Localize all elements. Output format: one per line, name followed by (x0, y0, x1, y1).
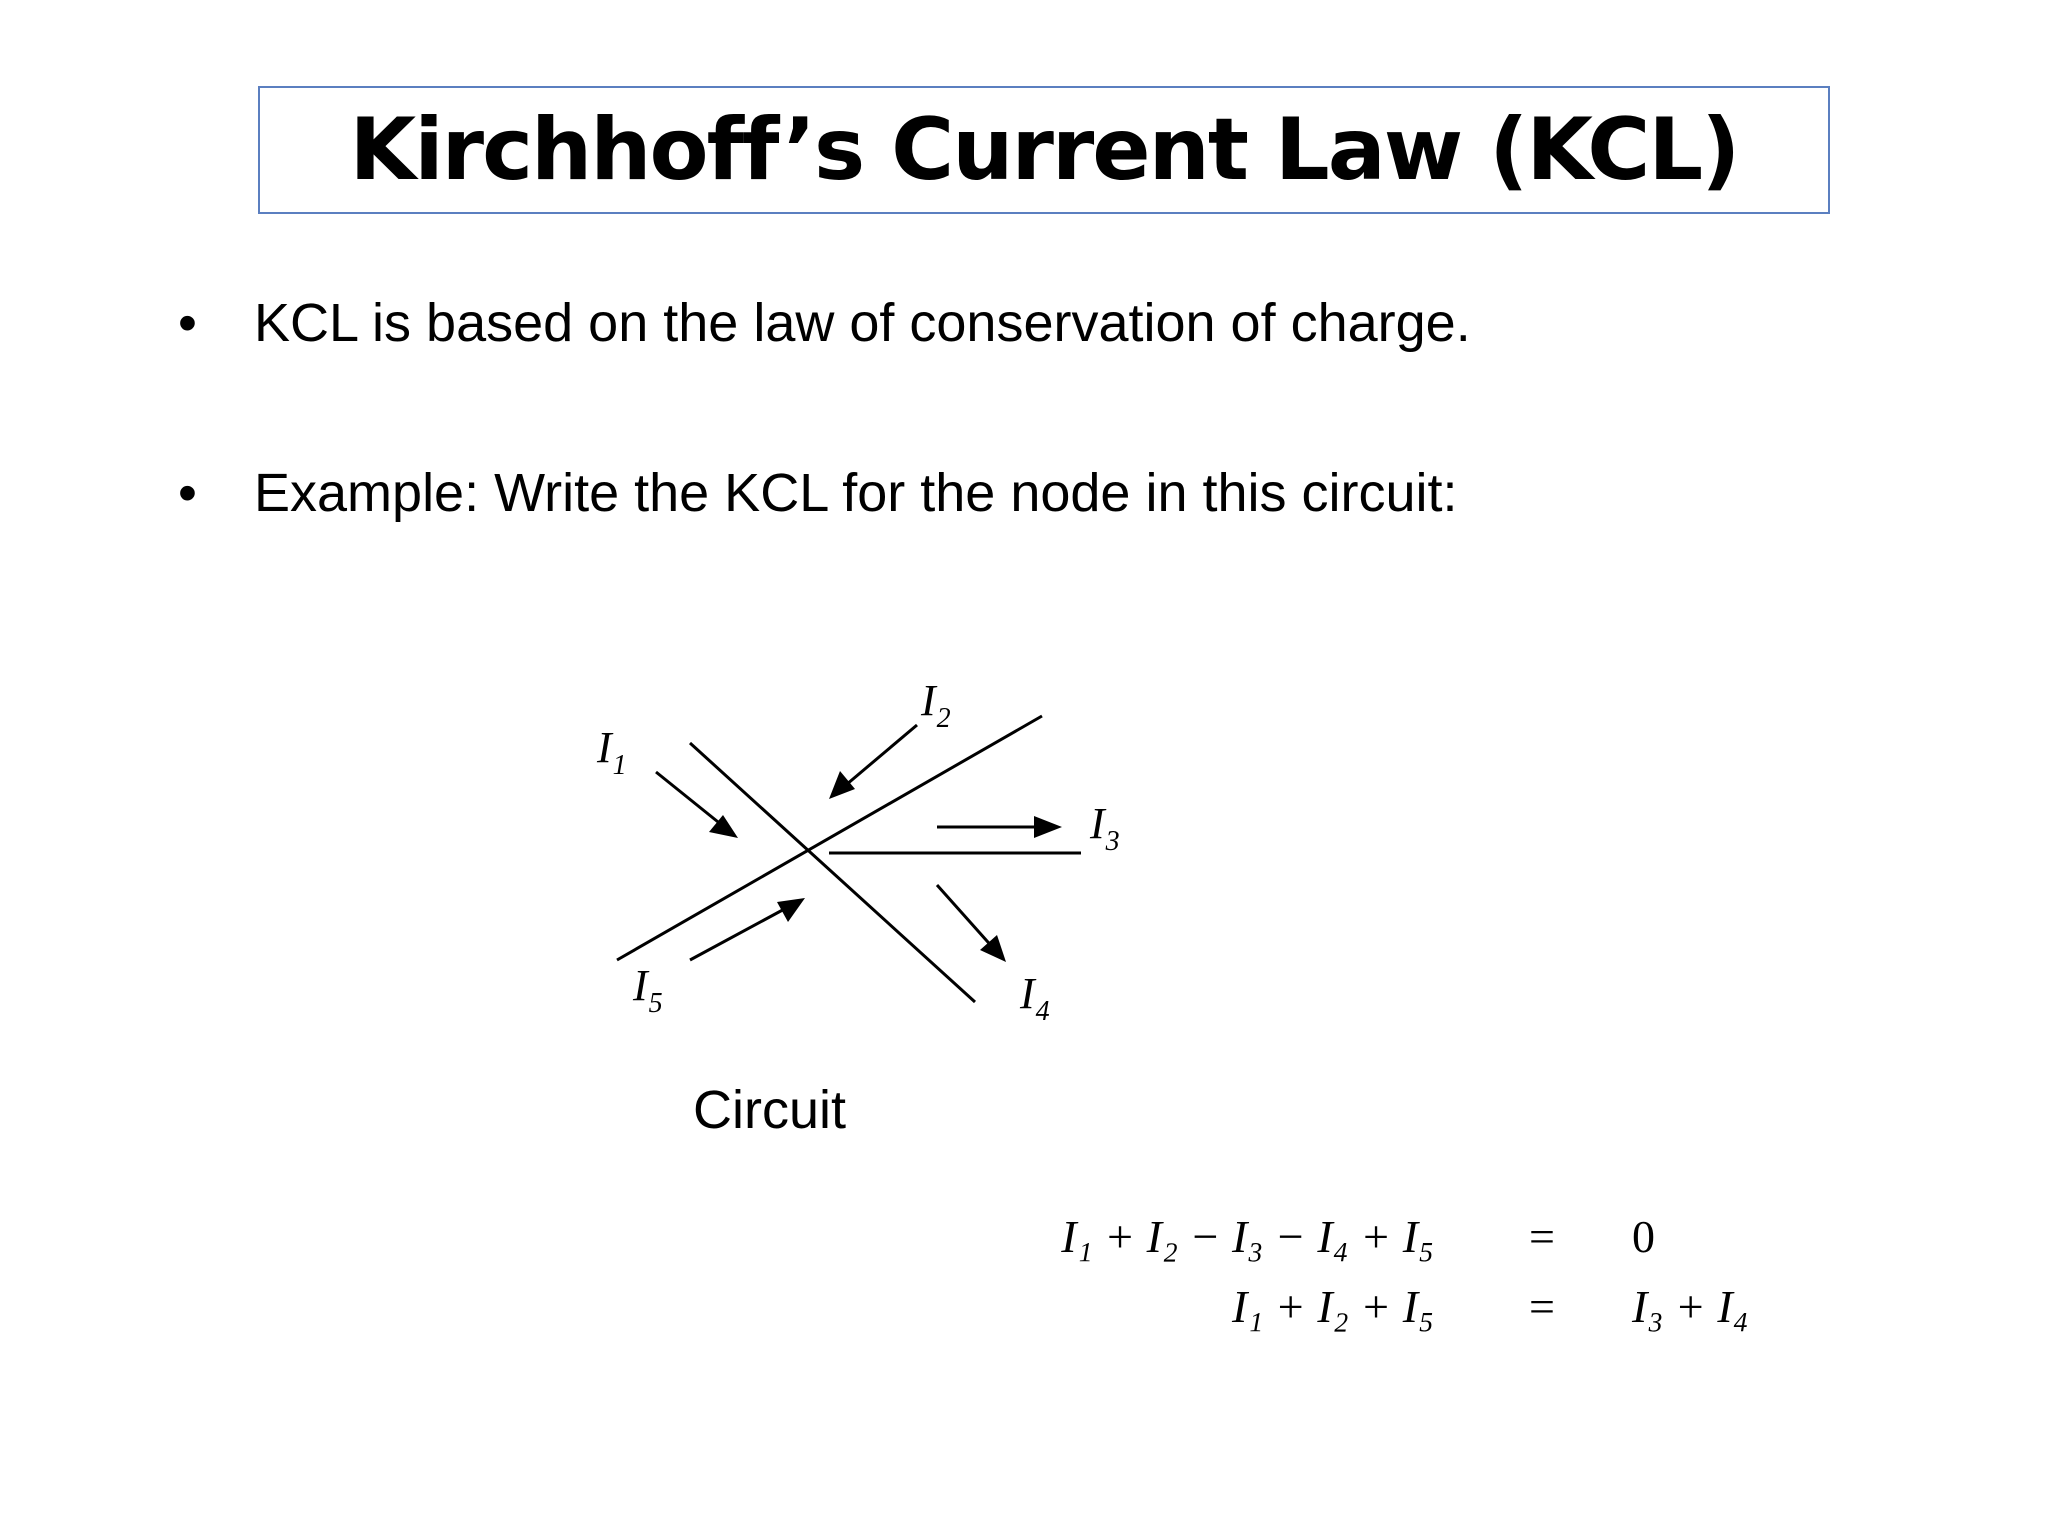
equation-2-rhs: I₃ + I₄ (1632, 1281, 1749, 1332)
wire-i1-i4 (690, 743, 975, 1002)
diagram-caption: Circuit (693, 1080, 847, 1140)
arrow-i2 (840, 725, 917, 790)
equation-2-lhs: I₁ + I₂ + I₅ (1231, 1281, 1434, 1332)
label-i5: $I_5$ (633, 961, 663, 1019)
label-i1: $I_1$ (597, 723, 627, 781)
arrow-i1 (656, 772, 728, 830)
equation-1-lhs: I₁ + I₂ − I₃ − I₄ + I₅ (1061, 1211, 1434, 1262)
arrowhead-i2 (829, 771, 855, 799)
label-i3: $I_3$ (1090, 799, 1120, 857)
label-i2: $I_2$ (921, 676, 951, 734)
bullet-marker: • (178, 293, 197, 353)
arrowhead-i3 (1034, 816, 1062, 838)
arrow-i5 (690, 906, 790, 960)
wire-i5-i2 (617, 716, 1042, 960)
equation-1-equals: = (1529, 1211, 1555, 1262)
bullet-marker: • (178, 463, 197, 523)
kcl-equations (1060, 1211, 1748, 1332)
slide-title: Kirchhoff’s Current Law (KCL) (349, 100, 1739, 200)
equation-2-equals: = (1529, 1281, 1555, 1332)
bullet-text: Example: Write the KCL for the node in this circuit: (254, 463, 1458, 523)
equation-1-rhs: 0 (1632, 1211, 1655, 1262)
bullet-text: KCL is based on the law of conservation of charge. (254, 293, 1471, 353)
arrow-i4 (937, 885, 995, 950)
label-i4: $I_4$ (1020, 969, 1050, 1027)
